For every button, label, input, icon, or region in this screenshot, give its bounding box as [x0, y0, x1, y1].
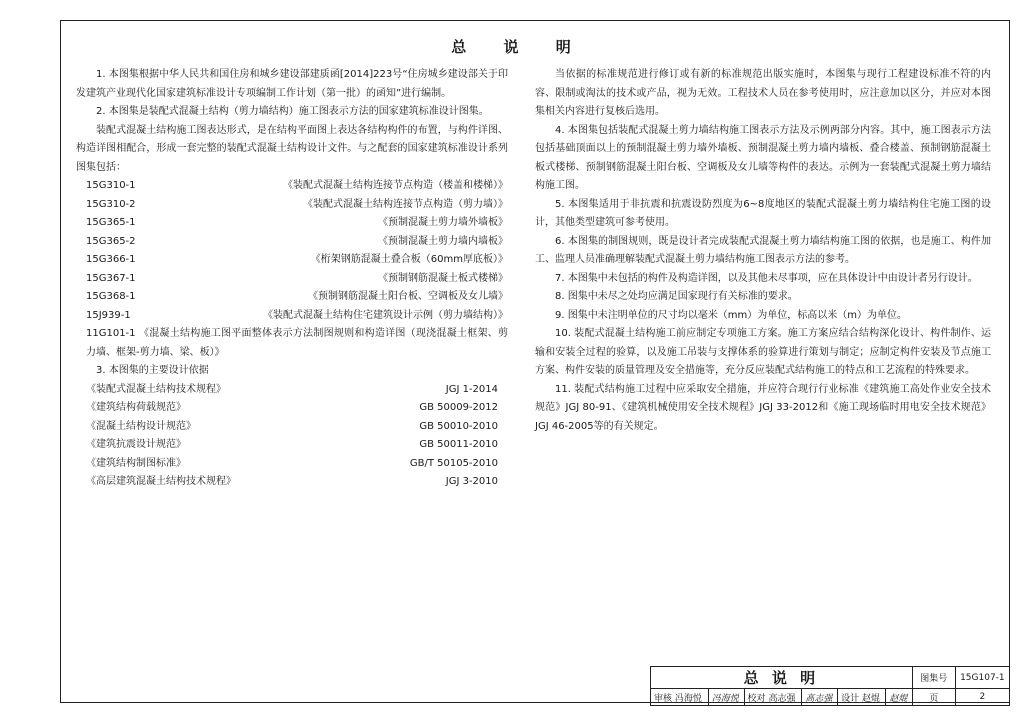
atlas-number-label: 图集号	[912, 667, 955, 689]
atlas-name: 《装配式混凝土结构连接节点构造（剪力墙）》	[303, 198, 508, 210]
atlas-code: 15G368-1	[86, 291, 136, 302]
atlas-item	[76, 177, 508, 196]
standard-item	[76, 399, 508, 418]
page-label: 页	[912, 689, 955, 706]
atlas-code: 15G310-1	[86, 180, 136, 191]
atlas-name: 《预制钢筋混凝土板式楼梯》	[378, 272, 508, 284]
atlas-name: 《预制钢筋混凝土阳台板、空调板及女儿墙》	[308, 291, 508, 302]
standards-list	[76, 381, 508, 492]
atlas-code: 15G310-2	[86, 198, 136, 210]
page-number: 2	[955, 689, 1009, 706]
standard-item	[76, 473, 508, 492]
standard-name: 《高层建筑混凝土结构技术规程》	[86, 476, 236, 487]
review-cell	[651, 689, 709, 706]
atlas-code: 15G365-2	[86, 235, 136, 247]
standard-name: 《混凝土结构设计规范》	[86, 420, 196, 432]
paragraph: 9. 图集中未注明单位的尺寸均以毫米（mm）为单位，标高以米（m）为单位。	[555, 309, 907, 321]
atlas-item	[76, 270, 508, 289]
review-name: 冯海悦	[674, 693, 702, 704]
title-block	[650, 666, 1010, 706]
standard-name: 《建筑结构荷载规范》	[86, 402, 186, 413]
design-cell	[838, 689, 886, 706]
standard-code: GB 50010-2010	[419, 420, 498, 432]
check-label: 校对	[747, 693, 766, 704]
standard-name: 《建筑结构制图标准》	[86, 457, 186, 469]
atlas-item	[76, 214, 508, 233]
check-signature: 高志强	[802, 689, 838, 706]
basis-heading: 3. 本图集的主要设计依据	[96, 365, 209, 376]
atlas-name: 《预制混凝土剪力墙外墙板》	[378, 217, 508, 228]
atlas-code: 15G366-1	[86, 254, 136, 265]
design-label: 设计	[841, 693, 860, 704]
atlas-list	[76, 177, 508, 325]
page-title	[0, 36, 1024, 57]
paragraph: 2. 本图集是装配式混凝土结构（剪力墙结构）施工图表示方法的国家建筑标准设计图集。	[96, 106, 489, 117]
title-char: 说	[503, 38, 521, 56]
standard-code: GB 50011-2010	[419, 439, 498, 450]
atlas-code: 15G367-1	[86, 272, 136, 284]
standard-item	[76, 436, 508, 455]
paragraph: 7. 本图集中未包括的构件及构造详图，以及其他未尽事项，应在具体设计中由设计者另行设计。	[555, 272, 978, 284]
paragraph: 11. 装配式结构施工过程中应采取安全措施，并应符合现行行业标准《建筑施工高处作业安全技术规范》JGJ 80-91、《建筑机械使用安全技术规程》JGJ 33-2012和《施工现场临时用电安全技术规范》JGJ 46-2005等的有关规定。	[535, 383, 991, 432]
title-char: 明	[555, 38, 573, 56]
standard-item	[76, 418, 508, 437]
atlas-name: 《预制混凝土剪力墙内墙板》	[378, 235, 508, 247]
paragraph: 8. 图集中未尽之处均应满足国家现行有关标准的要求。	[555, 291, 798, 302]
paragraph: 10. 装配式混凝土结构施工前应制定专项施工方案。施工方案应结合结构深化设计、构件制作、运输和安装全过程的验算，以及施工吊装与支撑体系的验算进行策划与制定；应制定构件安装及节点施工方案、构件安装的质量管理及安全措施等，充分反应装配式结构施工的特点和工艺流程的特殊要求。	[535, 328, 991, 376]
standard-name: 《装配式混凝土结构技术规程》	[86, 383, 226, 395]
atlas-code: 15G365-1	[86, 217, 136, 228]
title-char: 总	[451, 38, 469, 56]
paragraph: 当依据的标准规范进行修订或有新的标准规范出版实施时，本图集与现行工程建设标准不符的内容、限制或淘汰的技术或产品，视为无效。工程技术人员在参考使用时，应注意加以区分，并应对本图集相关内容进行复核后选用。	[535, 69, 991, 117]
review-signature: 冯海悦	[708, 689, 744, 706]
title-block-title: 总 说 明	[651, 667, 913, 689]
standard-code: JGJ 1-2014	[445, 383, 498, 395]
design-name: 赵焜	[861, 693, 880, 704]
paragraph: 1. 本图集根据中华人民共和国住房和城乡建设部建质函[2014]223号“住房城乡建设部关于印发建筑产业现代化国家建筑标准设计专项编制工作计划（第一批）的函知”进行编制。	[76, 69, 508, 99]
atlas-item-last: 11G101-1 《混凝土结构施工图平面整体表示方法制图规则和构造详图（现浇混凝土框架、剪力墙、框架-剪力墙、梁、板）》	[86, 328, 508, 358]
design-signature: 赵焜	[886, 689, 912, 706]
standard-item	[76, 455, 508, 474]
atlas-item	[76, 196, 508, 215]
check-name: 高志强	[768, 693, 796, 704]
atlas-name: 《桁架钢筋混凝土叠合板（60mm厚底板）》	[310, 254, 508, 265]
atlas-number: 15G107-1	[955, 667, 1009, 689]
atlas-name: 《装配式混凝土结构连接节点构造（楼盖和楼梯）》	[283, 180, 508, 191]
standard-item	[76, 381, 508, 400]
standard-code: JGJ 3-2010	[445, 476, 498, 487]
review-label: 审核	[654, 693, 673, 704]
atlas-item	[76, 251, 508, 270]
atlas-code: 15J939-1	[86, 309, 131, 321]
paragraph: 装配式混凝土结构施工图表达形式，是在结构平面图上表达各结构构件的布置，与构件详图、构造详图相配合，形成一套完整的装配式混凝土结构设计文件。与之配套的国家建筑标准设计系列图集包括：	[76, 124, 508, 173]
atlas-item	[76, 288, 508, 307]
standard-code: GB/T 50105-2010	[409, 457, 498, 469]
atlas-name: 《装配式混凝土结构住宅建筑设计示例（剪力墙结构）》	[263, 309, 508, 321]
left-column	[76, 66, 508, 492]
atlas-item	[76, 233, 508, 252]
atlas-item	[76, 307, 508, 326]
standard-name: 《建筑抗震设计规范》	[86, 439, 186, 450]
check-cell	[744, 689, 802, 706]
paragraph: 4. 本图集包括装配式混凝土剪力墙结构施工图表示方法及示例两部分内容。其中，施工图表示方法包括基础顶面以上的预制混凝土剪力墙外墙板、预制混凝土剪力墙内墙板、叠合楼盖、预制钢筋混凝土板式楼梯、预制钢筋混凝土阳台板、空调板及女儿墙等构件的表达。示例为一套装配式混凝土剪力墙结构施工图。	[535, 124, 991, 191]
paragraph: 5. 本图集适用于非抗震和抗震设防烈度为6~8度地区的装配式混凝土剪力墙结构住宅施工图的设计，其他类型建筑可参考使用。	[535, 198, 991, 228]
paragraph: 6. 本图集的制图规则，既是设计者完成装配式混凝土剪力墙结构施工图的依据，也是施工、构件加工、监理人员准确理解装配式混凝土剪力墙结构施工图表示方法的参考。	[535, 235, 991, 265]
standard-code: GB 50009-2012	[419, 402, 498, 413]
right-column	[535, 66, 991, 436]
